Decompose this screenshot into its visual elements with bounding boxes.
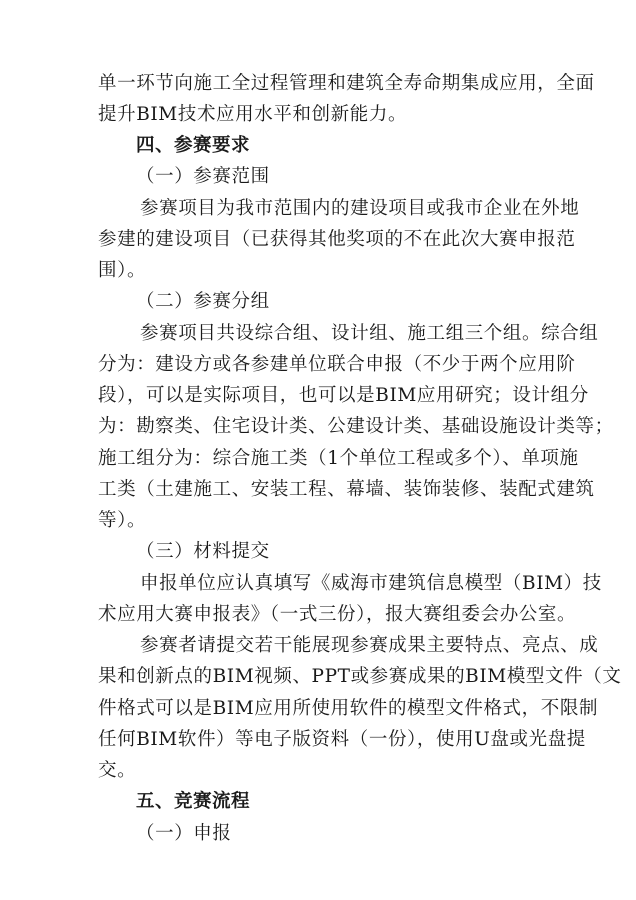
body-text-line: 参建的建设项目（已获得其他奖项的不在此次大赛申报范 (98, 229, 576, 250)
body-text-line: 单一环节向施工全过程管理和建筑全寿命期集成应用，全面 (98, 73, 595, 94)
body-text-line: 任何BIM软件）等电子版资料（一份），使用U盘或光盘提 (98, 729, 586, 750)
body-text-line: 分为：建设方或各参建单位联合申报（不少于两个应用阶 (98, 354, 576, 375)
subsection-heading: （三）材料提交 (136, 541, 270, 562)
body-text-line: 工类（土建施工、安装工程、幕墙、装饰装修、装配式建筑 (98, 479, 595, 500)
body-text-line: 申报单位应认真填写《威海市建筑信息模型（BIM）技 (140, 573, 602, 594)
subsection-heading: （一）申报 (136, 823, 232, 844)
section-heading: 四、参赛要求 (136, 135, 251, 156)
subsection-heading: （二）参赛分组 (136, 291, 270, 312)
body-text-line: 参赛项目共设综合组、设计组、施工组三个组。综合组 (140, 323, 599, 344)
body-text-line: 段），可以是实际项目，也可以是BIM应用研究；设计组分 (98, 385, 589, 406)
body-text-line: 交。 (98, 760, 137, 781)
body-text-line: 施工组分为：综合施工类（1个单位工程或多个）、单项施 (98, 448, 579, 469)
subsection-heading: （一）参赛范围 (136, 166, 270, 187)
body-text-line: 等）。 (98, 510, 147, 531)
body-text-line: 为：勘察类、住宅设计类、公建设计类、基础设施设计类等； (98, 416, 614, 437)
body-text-line: 术应用大赛申报表》（一式三份），报大赛组委会办公室。 (98, 604, 577, 625)
section-heading: 五、竞赛流程 (136, 791, 251, 812)
body-text-line: 提升BIM技术应用水平和创新能力。 (98, 104, 408, 125)
body-text-line: 件格式可以是BIM应用所使用软件的模型文件格式，不限制 (98, 698, 599, 719)
body-text-line: 围）。 (98, 260, 147, 281)
body-text-line: 果和创新点的BIM视频、PPT或参赛成果的BIM模型文件（文 (98, 666, 622, 687)
body-text-line: 参赛项目为我市范围内的建设项目或我市企业在外地 (140, 198, 580, 219)
body-text-line: 参赛者请提交若干能展现参赛成果主要特点、亮点、成 (140, 635, 599, 656)
